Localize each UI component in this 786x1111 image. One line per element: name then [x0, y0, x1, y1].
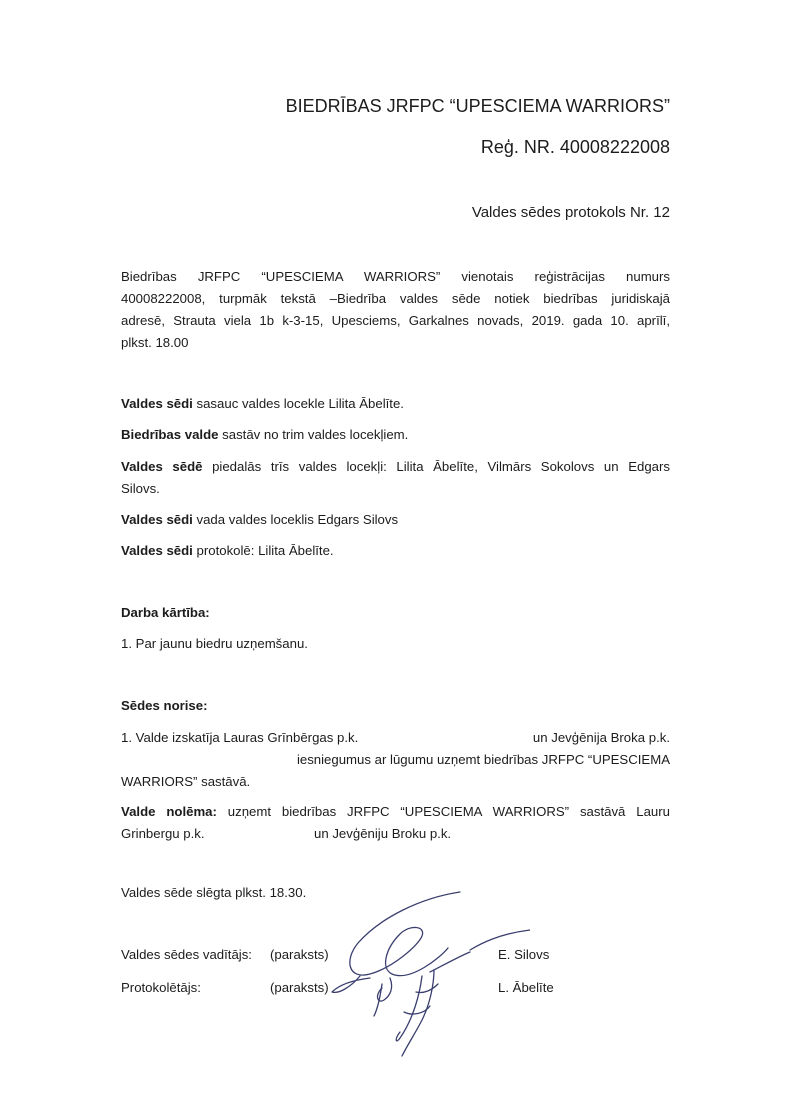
fact-text: protokolē: Lilita Ābelīte. [192, 543, 334, 558]
proceedings-heading-text: Sēdes norise: [121, 698, 208, 713]
decision-text: uzņemt biedrības JRFPC “UPESCIEMA WARRIORS” sastāvā Lauru [216, 804, 670, 819]
registration-number: Reģ. NR. 40008222008 [480, 137, 670, 157]
fact-text: sastāv no trim valdes locekļiem. [218, 427, 409, 442]
intro-paragraph [121, 266, 670, 354]
proceedings-text: 1. Valde izskatīja Lauras Grīnbērgas p.k. [121, 730, 359, 745]
protocol-title: Valdes sēdes protokols Nr. 12 [471, 204, 670, 221]
agenda-heading-text: Darba kārtība: [121, 605, 210, 620]
proceedings-heading [121, 695, 670, 717]
handwritten-signature [330, 888, 530, 1058]
fact-chair [121, 509, 670, 531]
signature-mark: (paraksts) [270, 980, 329, 995]
agenda-item: 1. Par jaunu biedru uzņemšanu. [121, 636, 308, 651]
fact-text-continued: Silovs. [121, 481, 160, 496]
agenda-heading [121, 602, 670, 624]
signature-row-chair [121, 947, 252, 962]
intro-line: plkst. 18.00 [121, 335, 189, 350]
decision-text: un Jevģēniju Broku p.k. [314, 826, 452, 841]
fact-label: Biedrības valde [121, 427, 219, 442]
signature-role: Valdes sēdes vadītājs: [121, 947, 252, 962]
intro-line: 40008222008, turpmāk tekstā –Biedrība valdes sēde notiek biedrības juridiskajā [121, 291, 670, 306]
signature-role: Protokolētājs: [121, 980, 201, 995]
fact-label: Valdes sēdi [121, 396, 193, 411]
fact-label: Valdes sēdē [121, 459, 203, 474]
proceedings-text: WARRIORS” sastāvā. [121, 774, 251, 789]
signature-mark: (paraksts) [270, 947, 329, 962]
fact-board-composition [121, 424, 670, 446]
fact-convened [121, 393, 670, 415]
fact-secretary [121, 540, 670, 562]
organization-name: BIEDRĪBAS JRFPC “UPESCIEMA WARRIORS” [285, 96, 670, 116]
closing-statement: Valdes sēde slēgta plkst. 18.30. [121, 885, 307, 900]
decision-paragraph [121, 801, 670, 845]
proceedings-text: iesniegumus ar lūgumu uzņemt biedrības JRFPC “UPESCIEMA [296, 752, 670, 767]
fact-text: vada valdes loceklis Edgars Silovs [192, 512, 399, 527]
signatory-name: L. Ābelīte [498, 980, 554, 995]
signatory-name: E. Silovs [498, 947, 550, 962]
proceedings-item [121, 727, 670, 793]
intro-line: adresē, Strauta viela 1b k-3-15, Upesciems, Garkalnes novads, 2019. gada 10. aprīlī, [121, 313, 670, 328]
intro-line: Biedrības JRFPC “UPESCIEMA WARRIORS” vienotais reģistrācijas numurs [121, 269, 670, 284]
signature-row-secretary [121, 980, 201, 995]
decision-text: Grinbergu p.k. [121, 826, 205, 841]
fact-label: Valdes sēdi [121, 543, 193, 558]
decision-label: Valde nolēma: [121, 804, 217, 819]
fact-text: piedalās trīs valdes locekļi: Lilita Ābelīte, Vilmārs Sokolovs un Edgars [202, 459, 670, 474]
fact-text: sasauc valdes locekle Lilita Ābelīte. [192, 396, 404, 411]
fact-attendance [121, 456, 670, 500]
proceedings-text: un Jevģēnija Broka p.k. [532, 730, 670, 745]
fact-label: Valdes sēdi [121, 512, 193, 527]
